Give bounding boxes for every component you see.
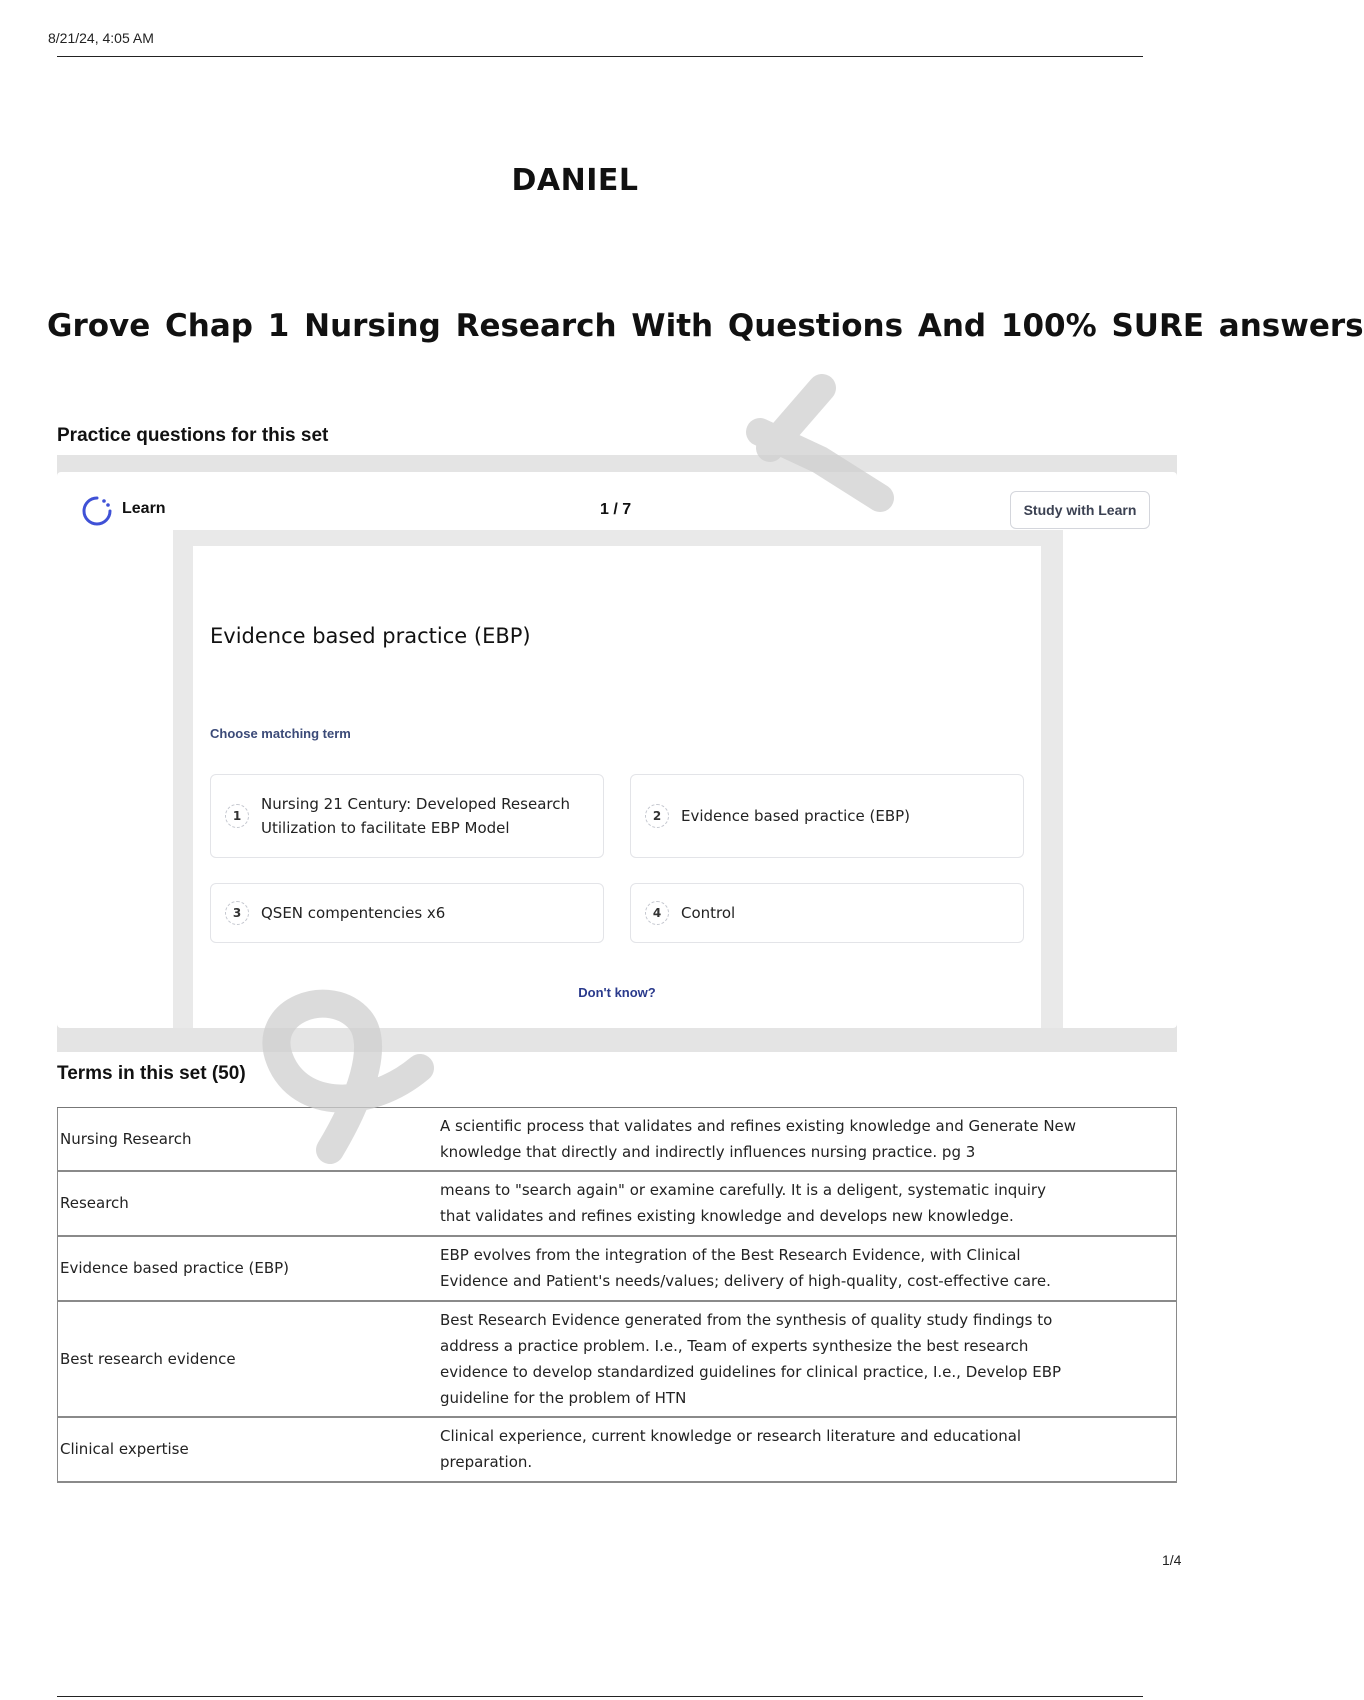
learn-label: Learn — [122, 500, 166, 517]
terms-table — [57, 1107, 1177, 1483]
term-cell: Nursing Research — [58, 1108, 441, 1171]
practice-heading: Practice questions for this set — [57, 425, 329, 446]
learn-logo-icon — [81, 495, 113, 527]
document-title: Grove Chap 1 Nursing Research With Questions And 100% SURE answers — [47, 308, 1364, 344]
option-number: 1 — [225, 804, 249, 828]
definition-text: A scientific process that validates and refines existing knowledge and Generate New knowledge that directly and indirectly influences nursing practice. pg 3 — [440, 1116, 1077, 1161]
table-row — [58, 1301, 1177, 1417]
definition-cell — [440, 1171, 1177, 1236]
definition-text: EBP evolves from the integration of the Best Research Evidence, with Clinical Evidence and Patient's needs/values; delivery of high-quality, cost-effective care. — [440, 1246, 1051, 1290]
definition-cell — [440, 1301, 1177, 1417]
option-text: Evidence based practice (EBP) — [681, 807, 911, 825]
definition-cell — [440, 1108, 1177, 1171]
table-row — [58, 1171, 1177, 1236]
term-cell: Evidence based practice (EBP) — [58, 1236, 441, 1301]
page-number: 1/4 — [1162, 1552, 1182, 1568]
option-text: Nursing 21 Century: Developed Research Utilization to facilitate EBP Model — [261, 795, 570, 837]
print-date: 8/21/24, 4:05 AM — [48, 30, 154, 46]
footer-rule — [57, 1696, 1143, 1697]
answer-option-1[interactable] — [210, 774, 604, 858]
dont-know-link[interactable]: Don't know? — [578, 985, 656, 1000]
definition-cell — [440, 1417, 1177, 1482]
question-counter: 1 / 7 — [600, 501, 632, 518]
table-row — [58, 1108, 1177, 1171]
option-number: 2 — [645, 804, 669, 828]
study-with-learn-button[interactable]: Study with Learn — [1010, 491, 1150, 529]
term-cell: Clinical expertise — [58, 1417, 441, 1482]
answer-option-3[interactable] — [210, 883, 604, 943]
definition-cell — [440, 1236, 1177, 1301]
table-row — [58, 1236, 1177, 1301]
author-name: DANIEL — [511, 163, 639, 198]
table-row — [58, 1417, 1177, 1482]
question-prompt: Evidence based practice (EBP) — [210, 624, 531, 648]
definition-text: Clinical experience, current knowledge or research literature and educational preparation. — [440, 1427, 1022, 1471]
definition-text: means to "search again" or examine carefully. It is a deligent, systematic inquiry that validates and refines existing knowledge and develops new knowledge. — [440, 1181, 1046, 1225]
choose-matching-term-label: Choose matching term — [210, 726, 351, 741]
answer-option-4[interactable] — [630, 883, 1024, 943]
header-rule — [57, 56, 1143, 57]
answer-option-2[interactable] — [630, 774, 1024, 858]
option-number: 4 — [645, 901, 669, 925]
term-cell: Best research evidence — [58, 1301, 441, 1417]
option-text: Control — [681, 904, 736, 922]
option-text: QSEN compentencies x6 — [261, 904, 446, 922]
terms-heading: Terms in this set (50) — [57, 1063, 246, 1084]
term-cell: Research — [58, 1171, 441, 1236]
option-number: 3 — [225, 901, 249, 925]
definition-text: Best Research Evidence generated from the synthesis of quality study findings to address a practice problem. I.e., Team of experts synthesize the best research evidence to develop standardized guidelines for clinical practice, I.e., Develop EBP guideline for the problem of HTN — [440, 1310, 1062, 1407]
